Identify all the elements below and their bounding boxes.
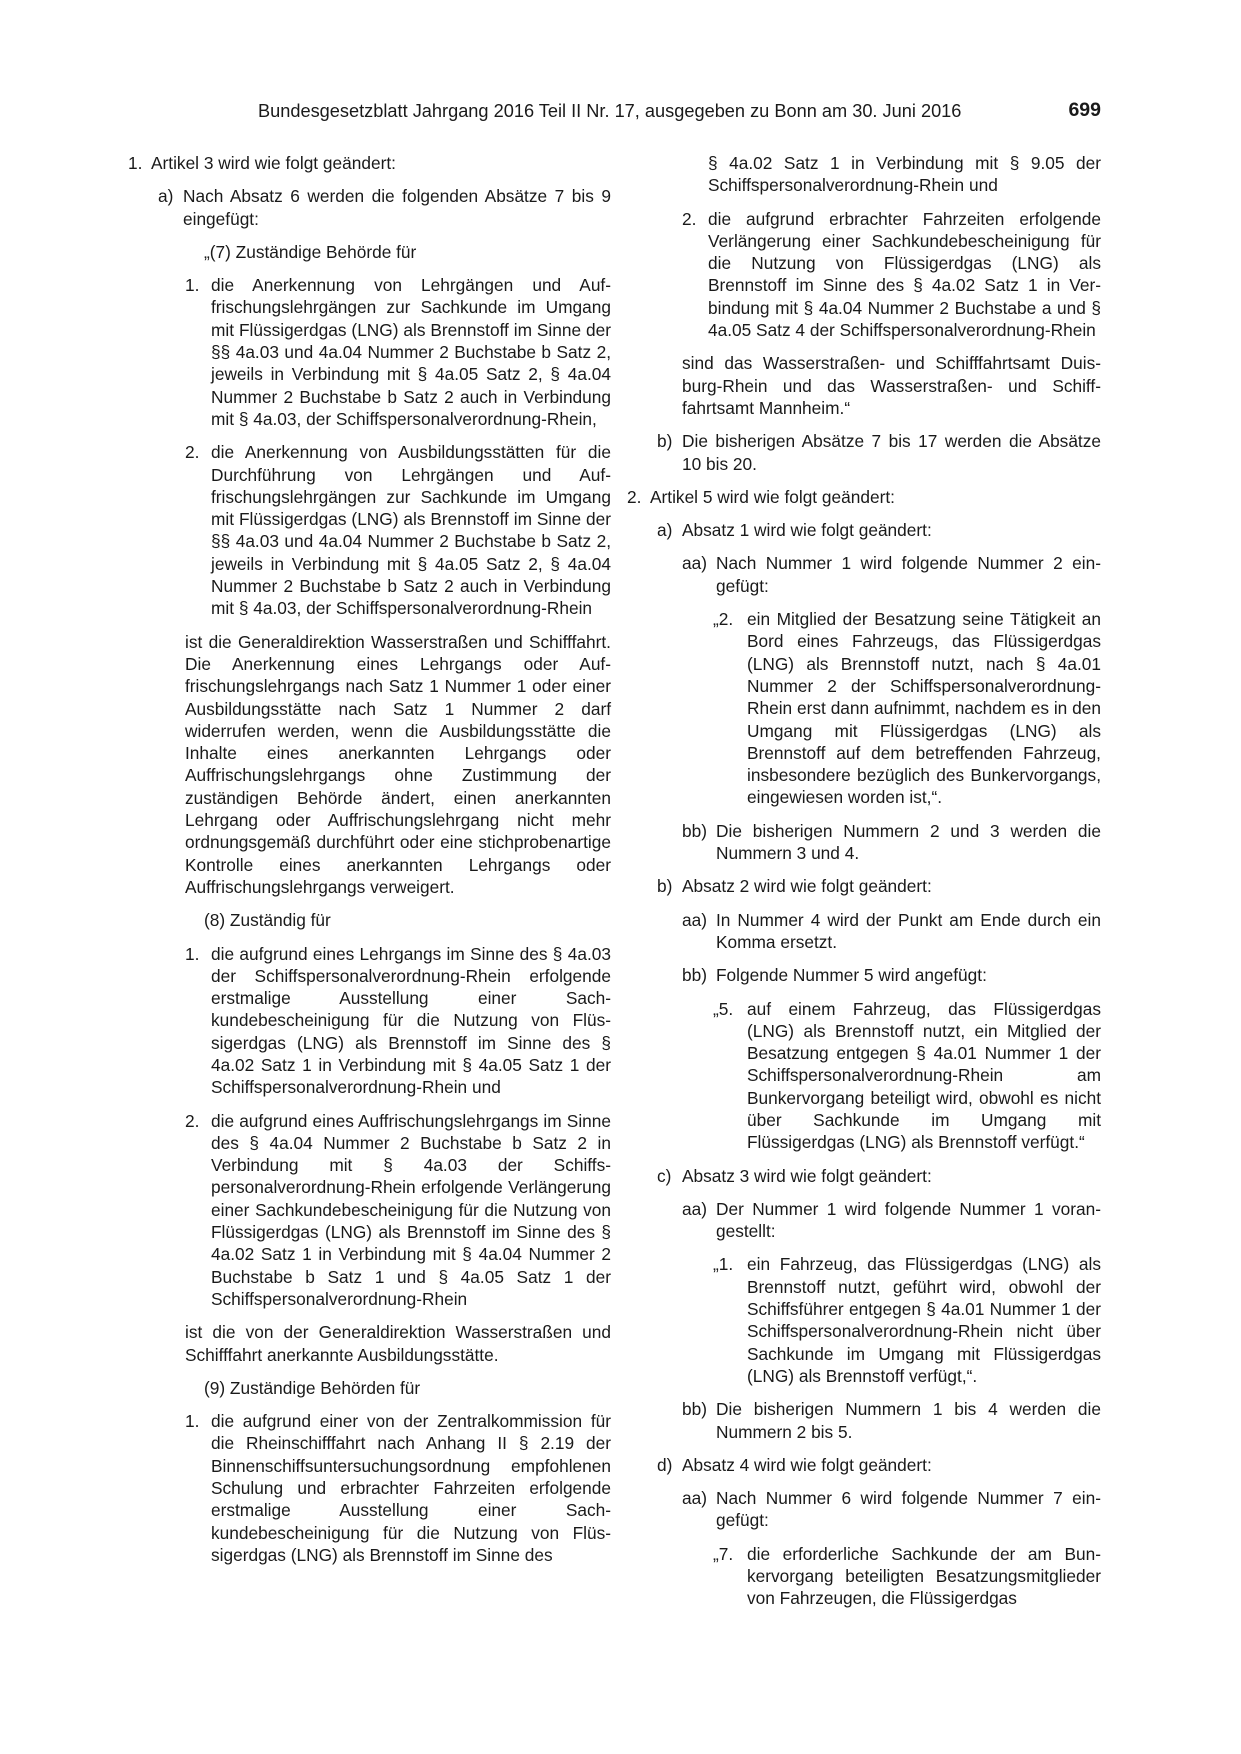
item-text: Die bisherigen Absätze 7 bis 17 werden die Absätze 10 bis 20.	[682, 431, 1101, 474]
item-number: 1.	[128, 153, 143, 173]
item-number: „5.	[713, 998, 734, 1019]
item-number: 2.	[185, 1110, 200, 1131]
list-item	[627, 486, 1101, 508]
item-letter: aa)	[682, 1488, 707, 1509]
list-item	[185, 441, 611, 619]
header-title: Bundesgesetzblatt Jahrgang 2016 Teil II Nr. 17, ausgegeben zu Bonn am 30. Juni 2016	[258, 101, 962, 121]
list-item	[682, 1487, 1101, 1532]
quoted-item	[713, 608, 1101, 809]
list-item	[682, 552, 1101, 597]
item-text: Absatz 2 wird wie folgt geändert:	[682, 876, 932, 897]
item-text: Nach Absatz 6 werden die folgenden Absätze 7 bis 9 eingefügt:	[183, 186, 611, 229]
list-item	[682, 208, 1101, 342]
item-number: 1.	[185, 1411, 200, 1432]
item-text: Nach Nummer 1 wird folgende Nummer 2 eingefügt:	[716, 553, 1101, 596]
item-number: 2.	[627, 486, 642, 507]
item-text: ein Mitglied der Besatzung seine Tätigkeit an Bord eines Fahrzeugs, das Flüssigerdgas (LNG) als Brennstoff nutzt, nach § 4a.01 Nummer 2 der Schiffspersonalverordnung-Rhein erst dann aufnimmt, nachdem es in den Umgang mit Flüssigerdgas (LNG) als Brennstoff auf dem betreffenden Fahrzeug, insbesondere bezüglich des Bunkervorgangs, eingewiesen worden ist,“.	[747, 609, 1101, 808]
item-text: Absatz 1 wird wie folgt geändert:	[682, 520, 932, 541]
item-letter: d)	[657, 1454, 673, 1475]
page-number: 699	[1068, 99, 1101, 121]
paragraph-heading: „(7) Zuständige Behörde für	[204, 241, 417, 262]
list-item	[185, 1110, 611, 1311]
item-number: „7.	[713, 1543, 734, 1564]
quoted-item	[713, 1253, 1101, 1387]
item-number: 2.	[682, 208, 697, 229]
item-number: 1.	[185, 943, 200, 964]
item-letter: bb)	[682, 965, 707, 986]
item-text: Die bisherigen Nummern 1 bis 4 werden die Nummern 2 bis 5.	[716, 1399, 1101, 1442]
item-text: Nach Nummer 6 wird folgende Nummer 7 eingefügt:	[716, 1488, 1101, 1531]
item-text: die Anerkennung von Lehrgängen und Auffrischungslehrgängen zur Sachkunde im Umgang mit Flüssigerdgas (LNG) als Brennstoff im Sinne der §§ 4a.03 und 4a.04 Nummer 2 Buchstabe b Satz 2, jeweils in Verbindung mit § 4a.05 Satz 2, § 4a.04 Nummer 2 Buchstabe b Satz 2 auch in Verbindung mit § 4a.03, der Schiffspersonalverordnung-Rhein,	[211, 275, 611, 429]
item-text: Die bisherigen Nummern 2 und 3 werden die Nummern 3 und 4.	[716, 820, 1101, 864]
list-item	[185, 1410, 611, 1566]
item-letter: aa)	[682, 1198, 707, 1219]
list-item	[158, 185, 611, 230]
item-text: Folgende Nummer 5 wird angefügt:	[716, 965, 987, 986]
item-number: „2.	[713, 609, 734, 630]
paragraph-text: ist die von der Generaldirektion Wasserstraßen und Schifffahrt anerkannte Ausbildungsstätte.	[185, 1322, 611, 1365]
item-text: ein Fahrzeug, das Flüssigerdgas (LNG) als Brennstoff nutzt, geführt wird, obwohl der Schiffsführer entgegen § 4a.01 Nummer 1 der Schiffspersonalverordnung-Rhein nicht über Sachkunde im Umgang mit Flüssigerdgas (LNG) als Brennstoff verfügt,“.	[747, 1254, 1101, 1386]
item-text: In Nummer 4 wird der Punkt am Ende durch ein Komma ersetzt.	[716, 909, 1101, 952]
item-text: Absatz 3 wird wie folgt geändert:	[682, 1165, 932, 1186]
page-header	[258, 99, 1101, 127]
item-letter: c)	[657, 1165, 672, 1186]
left-column	[128, 152, 611, 1566]
list-item	[682, 964, 1101, 986]
item-text: Absatz 4 wird wie folgt geändert:	[682, 1454, 932, 1475]
list-item	[657, 430, 1101, 475]
quoted-item	[713, 998, 1101, 1154]
list-item	[657, 519, 1101, 541]
list-item	[185, 274, 611, 430]
paragraph-heading: (8) Zuständig für	[204, 910, 331, 931]
item-text: die aufgrund eines Auffrischungslehrgangs im Sinne des § 4a.04 Nummer 2 Buchstabe b Satz 2 in Verbindung mit § 4a.03 der Schiffspersonalverordnung-Rhein erfolgende Verlängerung einer Sachkundebescheinigung für die Nutzung von Flüssigerdgas (LNG) als Brennstoff im Sinne des § 4a.02 Satz 1 in Verbindung mit § 4a.04 Nummer 2 Buchstabe b Satz 1 und § 4a.05 Satz 1 der Schiffspersonalverordnung-Rhein	[211, 1110, 611, 1309]
item-text: Artikel 5 wird wie folgt geändert:	[650, 486, 895, 507]
item-text: die Anerkennung von Ausbildungsstätten für die Durchführung von Lehrgängen und Auffrischungslehrgängen zur Sachkunde im Umgang mit Flüssigerdgas (LNG) als Brennstoff im Sinne der §§ 4a.03 und 4a.04 Nummer 2 Buchstabe b Satz 2, jeweils in Verbindung mit § 4a.05 Satz 2, § 4a.04 Nummer 2 Buchstabe b Satz 2 auch in Verbindung mit § 4a.03, der Schiffspersonalverordnung-Rhein	[211, 442, 611, 619]
list-item	[682, 1398, 1101, 1443]
item-letter: a)	[657, 520, 673, 541]
list-item	[657, 1165, 1101, 1187]
right-column	[627, 152, 1101, 1610]
item-number: 2.	[185, 442, 200, 463]
paragraph-heading: (9) Zuständige Behörden für	[204, 1377, 421, 1398]
item-text: die aufgrund einer von der Zentralkommission für die Rheinschifffahrt nach Anhang II § 2.19 der Binnenschiffsuntersuchungsordnung empfohlenen Schulung und erbrachter Fahrzeiten erfolgende erstmalige Ausstellung einer Sachkundebescheinigung für die Nutzung von Flüssigerdgas (LNG) als Brennstoff im Sinne des	[211, 1411, 611, 1565]
item-text: auf einem Fahrzeug, das Flüssigerdgas (LNG) als Brennstoff nutzt, ein Mitglied der Besatzung entgegen § 4a.01 Nummer 1 der Schiffspersonalverordnung-Rhein am Bunkervorgang beteiligt wird, obwohl es nicht über Sachkunde im Umgang mit Flüssigerdgas (LNG) als Brennstoff verfügt.“	[747, 998, 1101, 1153]
item-letter: aa)	[682, 909, 707, 930]
item-text: die aufgrund erbrachter Fahrzeiten erfolgende Verlängerung einer Sachkundebescheinigung für die Nutzung von Flüssigerdgas (LNG) als Brennstoff im Sinne des § 4a.02 Satz 1 in Verbindung mit § 4a.04 Nummer 2 Buchstabe a und § 4a.05 Satz 4 der Schiffspersonalverordnung-Rhein	[708, 208, 1101, 341]
paragraph-text: § 4a.02 Satz 1 in Verbindung mit § 9.05 der Schiffspersonalverordnung-Rhein und	[708, 153, 1101, 196]
item-letter: a)	[158, 186, 174, 207]
list-item	[682, 820, 1101, 865]
item-letter: b)	[657, 431, 673, 452]
paragraph-text: ist die Generaldirektion Wasserstraßen und Schifffahrt. Die Anerkennung eines Lehrgangs oder Auffrischungslehrgangs nach Satz 1 Nummer 1 oder einer Ausbildungsstätte nach Satz 1 Nummer 2 darf widerrufen werden, wenn die Ausbildungsstätte die Inhalte eines anerkannten Lehrgangs oder Auffrischungslehrgangs ohne Zustimmung der zuständigen Behörde ändert, einen anerkannten Lehrgang oder Auffrischungslehrgang nicht mehr ordnungsgemäß durchführt oder eine stichprobenartige Kontrolle eines anerkannten Lehrgangs oder Auffrischungslehrgangs verweigert.	[185, 631, 611, 897]
paragraph-text: sind das Wasserstraßen- und Schifffahrtsamt Duisburg-Rhein und das Wasserstraßen- und Schifffahrtsamt Mannheim.“	[682, 353, 1101, 418]
list-item	[185, 943, 611, 1099]
item-text: die aufgrund eines Lehrgangs im Sinne des § 4a.03 der Schiffspersonalverordnung-Rhein erfolgende erstmalige Ausstellung einer Sachkundebescheinigung für die Nutzung von Flüssigerdgas (LNG) als Brennstoff im Sinne des § 4a.02 Satz 1 in Verbindung mit § 4a.05 Satz 1 der Schiffspersonalverordnung-Rhein und	[211, 943, 611, 1098]
list-item	[682, 909, 1101, 954]
list-item	[657, 1454, 1101, 1476]
item-text: Artikel 3 wird wie folgt geändert:	[151, 153, 396, 173]
item-number: 1.	[185, 275, 200, 296]
item-letter: b)	[657, 876, 673, 897]
list-item	[128, 152, 611, 174]
list-item	[657, 875, 1101, 897]
item-number: „1.	[713, 1254, 734, 1275]
item-text: Der Nummer 1 wird folgende Nummer 1 vorangestellt:	[716, 1198, 1101, 1242]
item-letter: bb)	[682, 820, 707, 841]
list-item	[682, 1198, 1101, 1243]
item-letter: bb)	[682, 1399, 707, 1420]
quoted-item	[713, 1543, 1101, 1610]
item-text: die erforderliche Sachkunde der am Bunkervorgang beteiligten Besatzungsmitglieder von Fahrzeugen, die Flüssigerdgas	[747, 1543, 1101, 1609]
item-letter: aa)	[682, 553, 707, 574]
